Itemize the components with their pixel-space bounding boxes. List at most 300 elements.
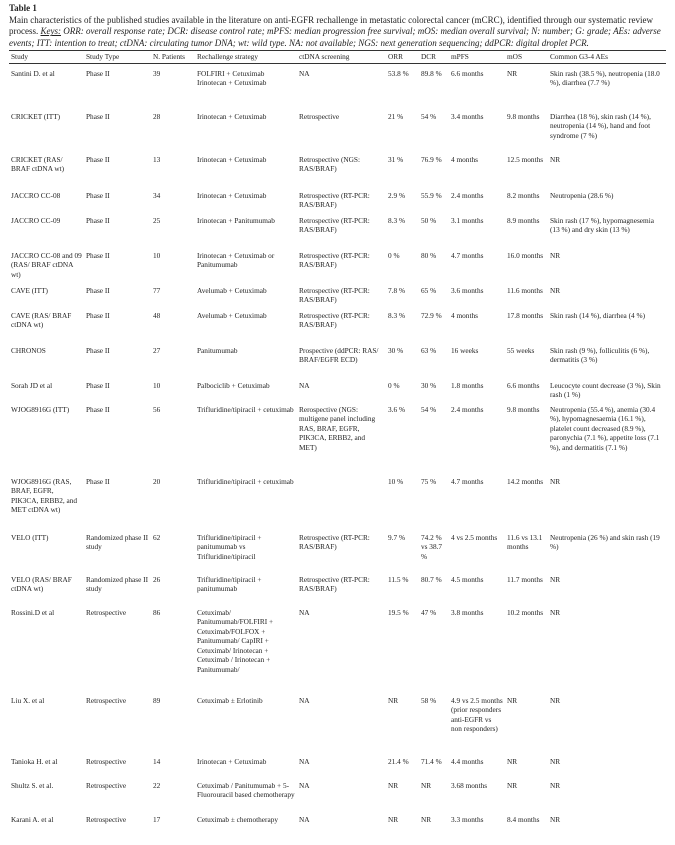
table-cell bbox=[84, 151, 151, 186]
col-header: DCR bbox=[421, 52, 437, 62]
cell-text: 55 weeks bbox=[507, 345, 535, 355]
cell-text: Phase II bbox=[86, 345, 110, 355]
table-cell bbox=[449, 473, 505, 529]
cell-text: NR bbox=[550, 814, 561, 824]
table-cell bbox=[548, 529, 666, 571]
table-cell bbox=[151, 212, 195, 247]
cell-text: WJOG8916G (RAS, BRAF, EGFR, PIK3CA, ERBB2, and MET ctDNA wt) bbox=[11, 476, 78, 515]
table-cell bbox=[449, 186, 505, 212]
table-cell bbox=[449, 151, 505, 186]
cell-text: NR bbox=[388, 780, 399, 790]
table-cell bbox=[151, 529, 195, 571]
cell-text: Retrospective (RT-PCR: RAS/BRAF) bbox=[299, 190, 370, 210]
table-cell bbox=[386, 529, 419, 571]
table-row bbox=[9, 282, 666, 307]
cell-text: Neutropenia (55.4 %), anemia (30.4 %), hypomagnesaemia (16.1 %), platelet count decreased (8.9 %), paronychia (7.1 %), appetite loss (7.1 %), and dermatitis (7.1 %) bbox=[550, 404, 660, 452]
table-cell bbox=[505, 812, 548, 836]
table-cell bbox=[386, 473, 419, 529]
table-cell bbox=[297, 402, 386, 473]
cell-text: Irinotecan + Cetuximab bbox=[197, 111, 267, 121]
cell-text: Trifluridine/tipiracil + cetuximab bbox=[197, 476, 294, 486]
table-cell bbox=[449, 106, 505, 151]
table-cell bbox=[297, 151, 386, 186]
cell-text: NR bbox=[550, 154, 561, 164]
cell-text: 14 bbox=[153, 756, 161, 766]
table-cell bbox=[9, 342, 84, 377]
cell-text: 21 % bbox=[388, 111, 404, 121]
cell-text: Retrospective (RT-PCR: RAS/BRAF) bbox=[299, 215, 370, 235]
cell-text: Leucocyte count decrease (3 %), Skin rash (1 %) bbox=[550, 380, 661, 400]
table-cell bbox=[195, 402, 297, 473]
cell-text: Palbociclib + Cetuximab bbox=[197, 380, 270, 390]
cell-text: 10 bbox=[153, 250, 161, 260]
cell-text: 14.2 months bbox=[507, 476, 544, 486]
cell-text: 30 % bbox=[421, 380, 437, 390]
table-cell bbox=[449, 282, 505, 307]
cell-text: 3.1 months bbox=[451, 215, 484, 225]
table-cell bbox=[419, 377, 449, 402]
table-cell bbox=[505, 473, 548, 529]
table-cell bbox=[297, 754, 386, 778]
table-cell bbox=[195, 63, 297, 106]
table-cell bbox=[151, 778, 195, 812]
cell-text: Trifluridine/tipiracil + panitumumab bbox=[197, 574, 262, 594]
table-cell bbox=[84, 186, 151, 212]
cell-text: 63 % bbox=[421, 345, 437, 355]
table-row bbox=[9, 693, 666, 754]
table-cell bbox=[84, 529, 151, 571]
cell-text: 80 % bbox=[421, 250, 437, 260]
cell-text: 8.9 months bbox=[507, 215, 540, 225]
table-cell bbox=[297, 812, 386, 836]
table-row bbox=[9, 377, 666, 402]
cell-text: Retrospective (RT-PCR: RAS/BRAF) bbox=[299, 310, 370, 330]
cell-text: Rerospective (NGS: multigene panel including RAS, BRAF, EGFR, PIK3CA, ERBB2, and MET) bbox=[299, 404, 376, 452]
table-cell bbox=[297, 473, 386, 529]
table-cell bbox=[84, 307, 151, 342]
table-cell bbox=[419, 247, 449, 282]
cell-text: 11.6 months bbox=[507, 285, 543, 295]
col-header: Study Type bbox=[86, 52, 120, 62]
cell-text: 17.8 months bbox=[507, 310, 544, 320]
table-cell bbox=[449, 402, 505, 473]
table-cell bbox=[151, 282, 195, 307]
table-cell bbox=[195, 282, 297, 307]
table-cell bbox=[9, 402, 84, 473]
table-cell bbox=[151, 473, 195, 529]
table-row bbox=[9, 402, 666, 473]
cell-text: CAVE (ITT) bbox=[11, 285, 48, 295]
cell-text: 62 bbox=[153, 532, 161, 542]
cell-text: 11.6 vs 13.1 months bbox=[507, 532, 543, 552]
table-cell bbox=[386, 571, 419, 604]
cell-text: 28 bbox=[153, 111, 161, 121]
cell-text: 54 % bbox=[421, 404, 437, 414]
table-cell bbox=[548, 63, 666, 106]
table-cell bbox=[151, 186, 195, 212]
cell-text: Cetuximab ± Erlotinib bbox=[197, 695, 263, 705]
table-cell bbox=[9, 186, 84, 212]
table-cell bbox=[419, 106, 449, 151]
table-cell bbox=[449, 693, 505, 754]
cell-text: Cetuximab/ Panitumumab/FOLFIRI + Cetuximab/FOLFOX + Panitumumab/ CapIRI + Cetuximab/ Irinotecan + Cetuximab / Irinotecan + Panitumumab/ bbox=[197, 607, 274, 674]
cell-text: 30 % bbox=[388, 345, 404, 355]
table-cell bbox=[9, 529, 84, 571]
col-header: ctDNA screening bbox=[299, 52, 350, 62]
cell-text: Randomized phase II study bbox=[86, 532, 149, 552]
table-cell bbox=[548, 812, 666, 836]
table-cell bbox=[419, 307, 449, 342]
table-cell bbox=[386, 307, 419, 342]
table-row bbox=[9, 473, 666, 529]
cell-text: 0 % bbox=[388, 380, 400, 390]
col-header: mPFS bbox=[451, 52, 469, 62]
table-cell bbox=[548, 377, 666, 402]
table-cell bbox=[151, 377, 195, 402]
cell-text: Trifluridine/tipiracil + panitumumab vs Trifluridine/tipiracil bbox=[197, 532, 262, 561]
table-cell bbox=[386, 812, 419, 836]
cell-text: NR bbox=[550, 250, 561, 260]
table-row bbox=[9, 247, 666, 282]
table-cell bbox=[9, 151, 84, 186]
table-cell bbox=[505, 186, 548, 212]
cell-text: 50 % bbox=[421, 215, 437, 225]
cell-text: 55.9 % bbox=[421, 190, 442, 200]
table-cell bbox=[548, 186, 666, 212]
table-cell bbox=[386, 186, 419, 212]
cell-text: CHRONOS bbox=[11, 345, 46, 355]
table-cell bbox=[195, 529, 297, 571]
cell-text: Panitumumab bbox=[197, 345, 238, 355]
cell-text: NR bbox=[421, 780, 432, 790]
cell-text: 4 vs 2.5 months bbox=[451, 532, 498, 542]
cell-text: Phase II bbox=[86, 310, 110, 320]
cell-text: 47 % bbox=[421, 607, 437, 617]
cell-text: Retrospective bbox=[86, 607, 127, 617]
cell-text: 71.4 % bbox=[421, 756, 442, 766]
table-cell bbox=[297, 604, 386, 693]
table-cell bbox=[419, 473, 449, 529]
table-cell bbox=[151, 604, 195, 693]
table-cell bbox=[9, 282, 84, 307]
col-header: ORR bbox=[388, 52, 404, 62]
col-header: mOS bbox=[507, 52, 523, 62]
table-cell bbox=[9, 604, 84, 693]
cell-text: 4.7 months bbox=[451, 250, 484, 260]
cell-text: 2.9 % bbox=[388, 190, 406, 200]
cell-text: Retrospective bbox=[299, 111, 340, 121]
cell-text: Prospective (ddPCR: RAS/ BRAF/EGFR ECD) bbox=[299, 345, 379, 365]
table-row bbox=[9, 63, 666, 106]
cell-text: Phase II bbox=[86, 404, 110, 414]
table-cell bbox=[9, 473, 84, 529]
table-cell bbox=[505, 342, 548, 377]
cell-text: Phase II bbox=[86, 285, 110, 295]
cell-text: Tanioka H. et al bbox=[11, 756, 58, 766]
table-cell bbox=[419, 778, 449, 812]
table-cell bbox=[9, 778, 84, 812]
table-cell bbox=[84, 693, 151, 754]
table-cell bbox=[449, 63, 505, 106]
table-row bbox=[9, 571, 666, 604]
table-cell bbox=[386, 377, 419, 402]
cell-text: 76.9 % bbox=[421, 154, 442, 164]
table-cell bbox=[449, 377, 505, 402]
table-cell bbox=[9, 106, 84, 151]
table-cell bbox=[449, 307, 505, 342]
table-cell bbox=[195, 377, 297, 402]
table-cell bbox=[195, 754, 297, 778]
cell-text: 89 bbox=[153, 695, 161, 705]
cell-text: NA bbox=[299, 780, 310, 790]
table-cell bbox=[505, 754, 548, 778]
table-cell bbox=[195, 151, 297, 186]
cell-text: 2.4 months bbox=[451, 404, 484, 414]
cell-text: 22 bbox=[153, 780, 161, 790]
col-header: Common G3-4 AEs bbox=[550, 52, 608, 62]
table-cell bbox=[386, 63, 419, 106]
cell-text: 74.2 % vs 38.7 % bbox=[421, 532, 443, 561]
cell-text: 9.8 months bbox=[507, 111, 540, 121]
cell-text: 77 bbox=[153, 285, 161, 295]
table-cell bbox=[449, 212, 505, 247]
table-row bbox=[9, 754, 666, 778]
table-cell bbox=[548, 307, 666, 342]
cell-text: NR bbox=[507, 695, 518, 705]
table-row bbox=[9, 151, 666, 186]
table-row bbox=[9, 812, 666, 836]
table-cell bbox=[386, 247, 419, 282]
table-row bbox=[9, 529, 666, 571]
keys-text: ORR: overall response rate; DCR: disease control rate; mPFS: median progression free survival; mOS: median overall survival; N: number; G: grade; AEs: adverse events; ITT: intention to treat; ctDNA: circulating tumor DNA; wt: wild type. NA: not available; NGS: next generation sequencing; ddPCR: digital droplet PCR. bbox=[9, 26, 661, 48]
table-cell bbox=[548, 778, 666, 812]
table-cell bbox=[297, 529, 386, 571]
table-cell bbox=[419, 63, 449, 106]
cell-text: 9.8 months bbox=[507, 404, 540, 414]
cell-text: Santini D. et al bbox=[11, 68, 55, 78]
table-cell bbox=[9, 307, 84, 342]
table-cell bbox=[151, 754, 195, 778]
cell-text: NR bbox=[507, 756, 518, 766]
table-cell bbox=[195, 186, 297, 212]
cell-text: Neutropenia (28.6 %) bbox=[550, 190, 614, 200]
table-cell bbox=[449, 247, 505, 282]
table-cell bbox=[297, 282, 386, 307]
cell-text: 26 bbox=[153, 574, 161, 584]
table-cell bbox=[84, 778, 151, 812]
col-header: Rechallenge strategy bbox=[197, 52, 258, 62]
table-cell bbox=[548, 151, 666, 186]
table-cell bbox=[84, 106, 151, 151]
cell-text: 19.5 % bbox=[388, 607, 409, 617]
table-cell bbox=[84, 247, 151, 282]
table-cell bbox=[84, 282, 151, 307]
cell-text: NR bbox=[550, 607, 561, 617]
cell-text: Karani A. et al bbox=[11, 814, 54, 824]
table-cell bbox=[449, 778, 505, 812]
table-cell bbox=[386, 604, 419, 693]
table-cell bbox=[297, 212, 386, 247]
cell-text: NR bbox=[550, 476, 561, 486]
table-cell bbox=[505, 377, 548, 402]
cell-text: NR bbox=[550, 695, 561, 705]
table-cell bbox=[9, 247, 84, 282]
cell-text: Irinotecan + Cetuximab or Panitumumab bbox=[197, 250, 275, 270]
cell-text: JACCRO CC-09 bbox=[11, 215, 61, 225]
table-cell bbox=[449, 754, 505, 778]
cell-text: Skin rash (9 %), folliculitis (6 %), dermatitis (3 %) bbox=[550, 345, 650, 365]
table-cell bbox=[195, 106, 297, 151]
cell-text: 0 % bbox=[388, 250, 400, 260]
cell-text: Phase II bbox=[86, 68, 110, 78]
table-cell bbox=[151, 307, 195, 342]
cell-text: 10 % bbox=[388, 476, 404, 486]
cell-text: Phase II bbox=[86, 154, 110, 164]
table-cell bbox=[419, 402, 449, 473]
table-cell bbox=[195, 778, 297, 812]
cell-text: NR bbox=[550, 780, 561, 790]
table-cell bbox=[548, 473, 666, 529]
table-cell bbox=[386, 106, 419, 151]
table-cell bbox=[548, 342, 666, 377]
cell-text: Phase II bbox=[86, 190, 110, 200]
table-cell bbox=[84, 402, 151, 473]
cell-text: 12.5 months bbox=[507, 154, 544, 164]
cell-text: 58 % bbox=[421, 695, 437, 705]
table-cell bbox=[195, 812, 297, 836]
table-cell bbox=[449, 342, 505, 377]
table-cell bbox=[195, 693, 297, 754]
table-cell bbox=[505, 604, 548, 693]
table-cell bbox=[9, 754, 84, 778]
cell-text: Skin rash (38.5 %), neutropenia (18.0 %), diarrhea (7.7 %) bbox=[550, 68, 660, 88]
cell-text: 4.5 months bbox=[451, 574, 484, 584]
caption-text: Main characteristics of the published studies available in the literature on anti-EGFR rechallenge in metastatic colorectal cancer (mCRC), identified through our systematic review process. bbox=[9, 15, 654, 37]
table-cell bbox=[419, 151, 449, 186]
table-cell bbox=[505, 106, 548, 151]
cell-text: 31 % bbox=[388, 154, 404, 164]
cell-text: 39 bbox=[153, 68, 161, 78]
cell-text: Retrospective bbox=[86, 780, 127, 790]
cell-text: Shultz S. et al. bbox=[11, 780, 54, 790]
table-cell bbox=[84, 473, 151, 529]
cell-text: Sorah JD et al bbox=[11, 380, 53, 390]
table-cell bbox=[84, 812, 151, 836]
table-cell bbox=[419, 282, 449, 307]
table-cell bbox=[151, 151, 195, 186]
cell-text: 54 % bbox=[421, 111, 437, 121]
table-cell bbox=[449, 529, 505, 571]
cell-text: CRICKET (RAS/ BRAF ctDNA wt) bbox=[11, 154, 65, 174]
table-cell bbox=[195, 473, 297, 529]
table-cell bbox=[151, 63, 195, 106]
table-cell bbox=[195, 247, 297, 282]
cell-text: 3.3 months bbox=[451, 814, 484, 824]
cell-text: FOLFIRI + Cetuximab Irinotecan + Cetuximab bbox=[197, 68, 267, 88]
table-cell bbox=[386, 402, 419, 473]
table-cell bbox=[505, 693, 548, 754]
cell-text: Retrospective bbox=[86, 814, 127, 824]
cell-text: 25 bbox=[153, 215, 161, 225]
cell-text: JACCRO CC-08 bbox=[11, 190, 61, 200]
table-cell bbox=[386, 342, 419, 377]
cell-text: 21.4 % bbox=[388, 756, 409, 766]
cell-text: Retrospective (RT-PCR: RAS/BRAF) bbox=[299, 285, 370, 305]
table-cell bbox=[548, 402, 666, 473]
cell-text: NR bbox=[507, 780, 518, 790]
table-cell bbox=[151, 812, 195, 836]
cell-text: 16 weeks bbox=[451, 345, 479, 355]
cell-text: Rossini.D et al bbox=[11, 607, 55, 617]
table-cell bbox=[195, 342, 297, 377]
table-cell bbox=[548, 693, 666, 754]
cell-text: Trifluridine/tipiracil + cetuximab bbox=[197, 404, 294, 414]
cell-text: 2.4 months bbox=[451, 190, 484, 200]
table-cell bbox=[548, 754, 666, 778]
cell-text: Retrospective (RT-PCR: RAS/BRAF) bbox=[299, 250, 370, 270]
table-cell bbox=[505, 212, 548, 247]
table-cell bbox=[195, 571, 297, 604]
table-cell bbox=[297, 693, 386, 754]
table-cell bbox=[386, 693, 419, 754]
table-cell bbox=[505, 529, 548, 571]
cell-text: Cetuximab ± chemotherapy bbox=[197, 814, 279, 824]
table-cell bbox=[297, 307, 386, 342]
table-cell bbox=[84, 571, 151, 604]
cell-text: 75 % bbox=[421, 476, 437, 486]
table-cell bbox=[151, 247, 195, 282]
cell-text: 89.8 % bbox=[421, 68, 442, 78]
cell-text: Avelumab + Cetuximab bbox=[197, 285, 267, 295]
table-cell bbox=[419, 604, 449, 693]
table-cell bbox=[9, 571, 84, 604]
cell-text: VELO (ITT) bbox=[11, 532, 49, 542]
cell-text: 1.8 months bbox=[451, 380, 484, 390]
table-cell bbox=[449, 604, 505, 693]
table-cell bbox=[297, 186, 386, 212]
cell-text: Phase II bbox=[86, 111, 110, 121]
table-cell bbox=[151, 402, 195, 473]
cell-text: Phase II bbox=[86, 250, 110, 260]
table-cell bbox=[297, 778, 386, 812]
cell-text: 3.68 months bbox=[451, 780, 488, 790]
table-cell bbox=[505, 282, 548, 307]
table-cell bbox=[449, 571, 505, 604]
table-cell bbox=[9, 812, 84, 836]
table-cell bbox=[386, 282, 419, 307]
cell-text: Retrospective bbox=[86, 695, 127, 705]
cell-text: 11.5 % bbox=[388, 574, 409, 584]
cell-text: 3.6 months bbox=[451, 285, 484, 295]
cell-text: 17 bbox=[153, 814, 161, 824]
cell-text: 8.4 months bbox=[507, 814, 540, 824]
cell-text: NA bbox=[299, 814, 310, 824]
table-row bbox=[9, 186, 666, 212]
cell-text: 7.8 % bbox=[388, 285, 406, 295]
table-cell bbox=[419, 812, 449, 836]
studies-table bbox=[9, 51, 666, 836]
table-cell bbox=[419, 186, 449, 212]
cell-text: NR bbox=[550, 756, 561, 766]
cell-text: 34 bbox=[153, 190, 161, 200]
table-cell bbox=[386, 754, 419, 778]
cell-text: NR bbox=[388, 814, 399, 824]
table-cell bbox=[9, 693, 84, 754]
cell-text: NR bbox=[550, 285, 561, 295]
table-caption bbox=[9, 15, 666, 49]
cell-text: NA bbox=[299, 380, 310, 390]
cell-text: Skin rash (17 %), hypomagnesemia (13 %) and dry skin (13 %) bbox=[550, 215, 654, 235]
